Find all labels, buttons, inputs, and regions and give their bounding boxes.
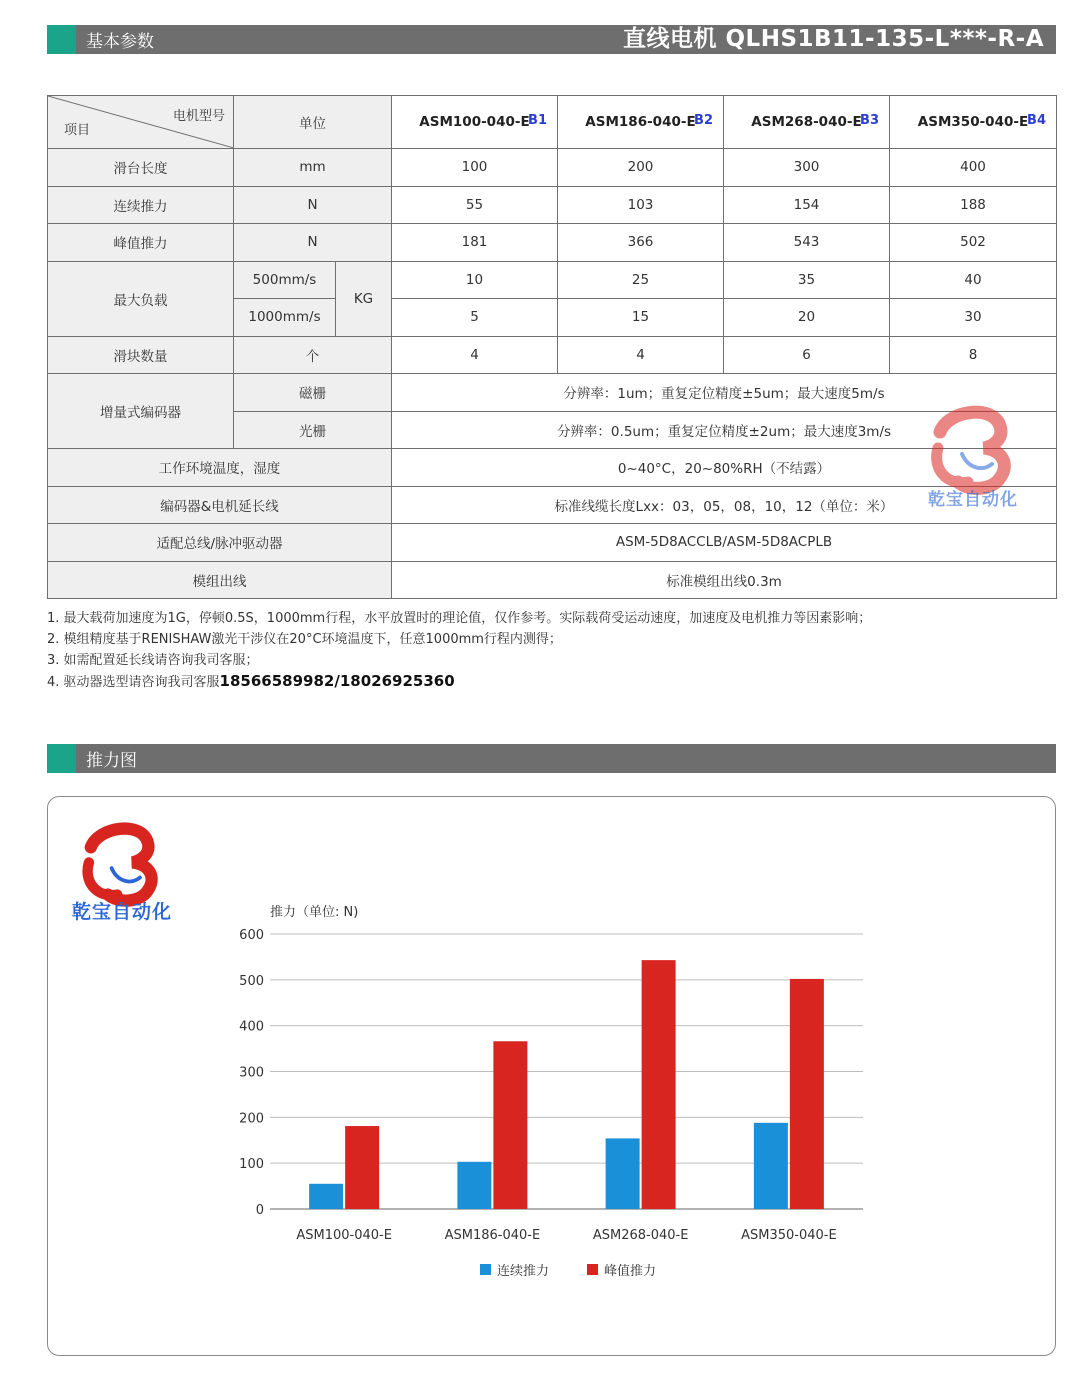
brand-logo-text: 乾宝自动化 [71,901,172,923]
row-label: 最大负载 [48,261,234,336]
table-cell: 5 [392,299,558,337]
model-name: ASM350-040-E [917,114,1029,130]
table-cell: 154 [724,186,890,224]
x-tick-label: ASM268-040-E [592,1228,689,1243]
row-unit: N [234,186,392,224]
x-tick-label: ASM186-040-E [444,1228,541,1243]
y-tick-label: 500 [239,973,264,989]
section-header-thrust-chart [47,744,1056,773]
y-tick-label: 600 [239,928,264,943]
table-cell: 分辨率：0.5um；重复定位精度±2um；最大速度3m/s [392,411,1057,449]
table-row [48,561,1057,599]
legend-item [587,1260,656,1279]
model-header [392,96,558,149]
model-code: B3 [860,113,879,128]
corner-top-label: 电机型号 [172,109,225,124]
y-tick-label: 300 [239,1065,264,1081]
x-tick-label: ASM350-040-E [741,1228,837,1243]
table-cell: 400 [890,149,1057,187]
table-cell: 分辨率：1um；重复定位精度±5um；最大速度5m/s [392,374,1057,412]
table-cell: 35 [724,261,890,299]
model-title: 直线电机 QLHS1B11-135-L***-R-A [622,26,1044,52]
y-tick-label: 400 [239,1019,264,1035]
section-title: 推力图 [86,751,137,771]
legend-swatch [587,1264,598,1275]
table-cell: 30 [890,299,1057,337]
table-cell: 40 [890,261,1057,299]
brand-watermark-text: 乾宝自动化 [928,490,1018,510]
table-row [48,186,1057,224]
table-row [48,524,1057,562]
model-name: ASM268-040-E [751,114,862,130]
corner-cell [48,96,234,149]
table-cell: 6 [724,336,890,374]
model-name: ASM100-040-E [419,114,530,130]
table-cell: 8 [890,336,1057,374]
notes-list [47,608,871,693]
row-label: 滑块数量 [48,336,234,374]
legend-item [480,1260,549,1279]
unit-header: 单位 [234,96,392,149]
spec-table [47,95,1057,599]
y-tick-label: 0 [255,1203,264,1218]
table-cell: 10 [392,261,558,299]
table-cell: 366 [558,224,724,262]
note-item [47,671,871,693]
bar [754,1123,788,1209]
corner-bottom-label: 项目 [64,123,91,138]
speed-label: 1000mm/s [234,299,336,337]
table-cell: 20 [724,299,890,337]
table-row [48,224,1057,262]
note-text: 4. 驱动器选型请咨询我司客服 [47,675,220,690]
table-cell: 188 [890,186,1057,224]
model-name: ASM186-040-E [585,114,696,130]
model-header [890,96,1057,149]
row-unit: 个 [234,336,392,374]
table-cell: 4 [392,336,558,374]
model-code: B4 [1027,113,1046,128]
row-unit: N [234,224,392,262]
table-cell: 标准线缆长度Lxx：03，05，08，10，12（单位：米） [392,486,1057,524]
table-cell: 标准模组出线0.3m [392,561,1057,599]
bar [790,979,824,1209]
encoder-type-label: 光栅 [234,411,392,449]
table-cell: 55 [392,186,558,224]
table-header-row [48,96,1057,149]
row-label: 连续推力 [48,186,234,224]
chart-y-axis-title: 推力（单位: N) [270,905,359,920]
row-label: 滑台长度 [48,149,234,187]
table-cell: ASM-5D8ACCLB/ASM-5D8ACPLB [392,524,1057,562]
table-row [48,449,1057,487]
model-header [558,96,724,149]
row-unit: mm [234,149,392,187]
table-row [48,486,1057,524]
section-accent [47,25,76,54]
note-item: 3. 如需配置延长线请咨询我司客服； [47,653,259,668]
x-tick-label: ASM100-040-E [296,1228,392,1243]
section-accent [47,744,76,773]
row-label: 模组出线 [48,561,392,599]
table-row [48,336,1057,374]
y-tick-label: 200 [239,1111,264,1127]
row-label: 峰值推力 [48,224,234,262]
model-code: B1 [528,113,547,128]
bar [642,960,676,1209]
table-cell: 15 [558,299,724,337]
table-cell: 100 [392,149,558,187]
row-label: 增量式编码器 [48,374,234,449]
bar [309,1184,343,1209]
note-item: 1. 最大载荷加速度为1G，停顿0.5S，1000mm行程，水平放置时的理论值，仅作参考。实际载荷受运动速度，加速度及电机推力等因素影响； [47,611,872,626]
table-cell: 103 [558,186,724,224]
model-code: B2 [694,113,713,128]
table-cell: 543 [724,224,890,262]
row-label: 工作环境温度，湿度 [48,449,392,487]
table-cell: 200 [558,149,724,187]
table-cell: 0~40°C，20~80%RH（不结露） [392,449,1057,487]
table-cell: 502 [890,224,1057,262]
row-label: 适配总线/脉冲驱动器 [48,524,392,562]
table-cell: 300 [724,149,890,187]
section-header-basic-params [47,25,1056,54]
table-cell: 181 [392,224,558,262]
table-row [48,374,1057,412]
bar [457,1162,491,1209]
bar [345,1126,379,1209]
note-item: 2. 模组精度基于RENISHAW激光干涉仪在20°C环境温度下，任意1000mm行程内测得； [47,632,562,647]
legend-label: 峰值推力 [604,1264,657,1279]
speed-label: 500mm/s [234,261,336,299]
bar [606,1138,640,1209]
contact-phone: 18566589982/18026925360 [219,672,455,690]
bar [493,1041,527,1209]
table-row [48,261,1057,299]
table-cell: 4 [558,336,724,374]
table-cell: 25 [558,261,724,299]
legend-swatch [480,1264,491,1275]
row-label: 编码器&电机延长线 [48,486,392,524]
section-title: 基本参数 [86,32,154,52]
row-unit: KG [336,261,392,336]
legend-label: 连续推力 [497,1264,550,1279]
encoder-type-label: 磁栅 [234,374,392,412]
y-tick-label: 100 [239,1157,264,1173]
model-header [724,96,890,149]
table-row [48,149,1057,187]
thrust-bar-chart [200,895,880,1255]
